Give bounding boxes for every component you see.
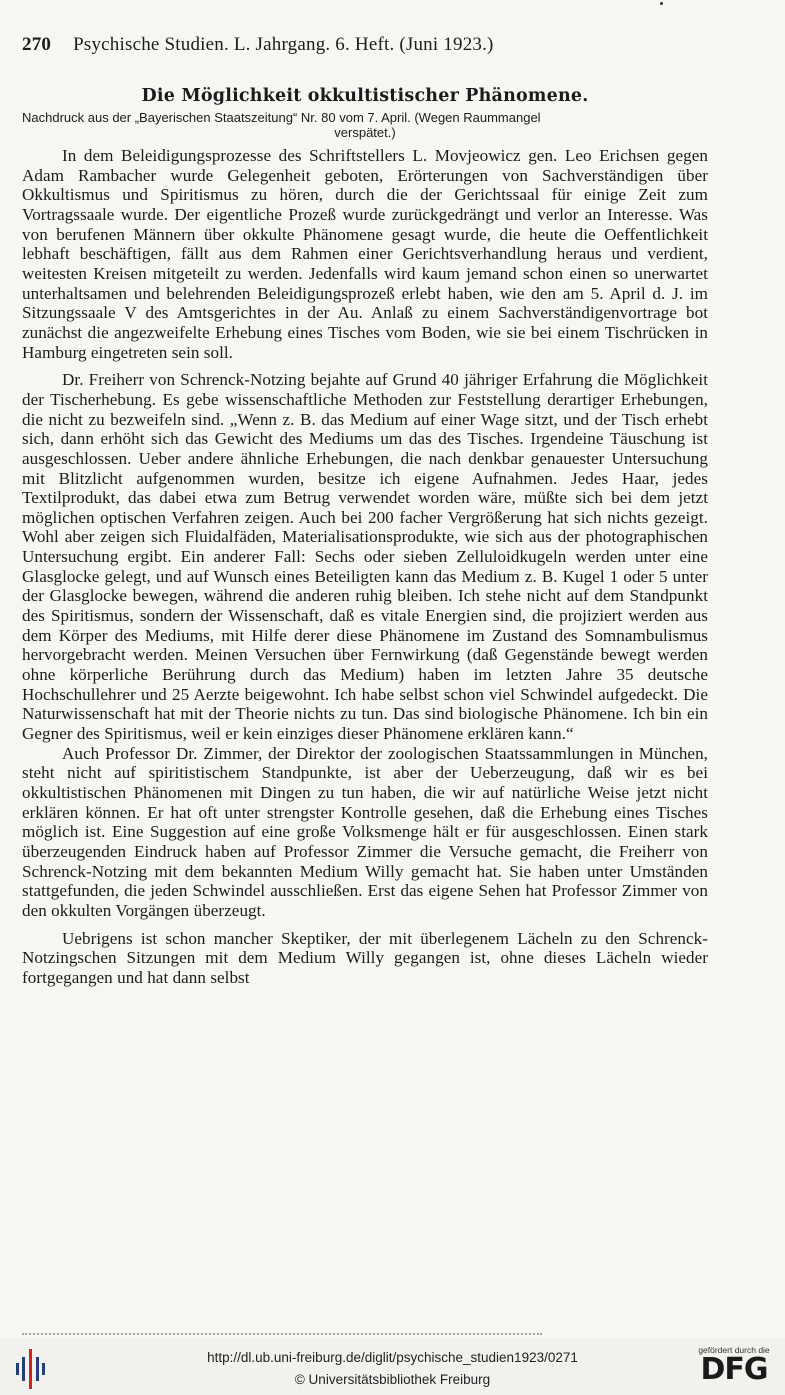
- subtitle-line-2: verspätet.): [334, 125, 396, 140]
- dfg-logo-icon: DFG: [700, 1352, 768, 1387]
- article-subtitle: [22, 110, 708, 140]
- dfg-funding-logo: [690, 1346, 778, 1385]
- running-title: Psychische Studien. L. Jahrgang. 6. Heft. (Juni 1923.): [73, 34, 494, 55]
- page-number: 270: [22, 34, 52, 55]
- scan-speck: [660, 2, 663, 5]
- paragraph-1: In dem Beleidigungsprozesse des Schriftstellers L. Movjeowicz gen. Leo Erichsen gegen Adam Rambacher wurde Gelegenheit geboten, Erörterungen von Sachverständigen über Okkultismus und Spiritismus zu hören, durch die der Gerichtssaal für einige Zeit zum Vortragssaale wurde. Der eigentliche Prozeß wurde zurückgedrängt und verlor an Interesse. Was von berufenen Männern über okkulte Phänomene gesagt wurde, die heute die Oeffentlichkeit lebhaft beschäftigen, fällt aus dem Rahmen einer Gerichtsverhandlung heraus und verdient, weitesten Kreisen mitgeteilt zu werden. Jedenfalls wird kaum jemand schon einen so unerwartet unterhaltsamen und belehrenden Beleidigungsprozeß erlebt haben, wie den am 5. April d. J. im Sitzungssaale V des Amtsgerichtes in der Au. Anlaß zu einem Sachverständigenvortrage bot zunächst die angezweifelte Erhebung eines Tisches vom Boden, wie sie bei einem Tischrücken in Hamburg eingetreten sein soll.: [22, 146, 708, 362]
- paragraph-2: Dr. Freiherr von Schrenck-Notzing bejahte auf Grund 40 jähriger Erfahrung die Möglichkeit der Tischerhebung. Es gebe wissenschaftliche Methoden zur Feststellung derartiger Erhebungen, die nicht zu bezweifeln sind. „Wenn z. B. das Medium auf einer Wage sitzt, und der Tisch erhebt sich, dann erhöht sich das Gewicht des Mediums um das des Tisches. Irgendeine Täuschung ist ausgeschlossen. Ueber andere ähnliche Erhebungen, die nach denkbar genauester Untersuchung mit Blitzlicht aufgenommen wurden, besitze ich eigene Aufnahmen. Jedes Haar, jedes Textilprodukt, das dabei etwa zum Betrug verwendet worden wäre, müßte sich bei dem jetzt möglichen optischen Verfahren zeigen. Auch bei 200 facher Vergrößerung hat sich nichts gezeigt. Wohl aber zeigen sich Fluidalfäden, Materialisationsprodukte, wie sich aus der photographischen Untersuchung ergibt. Ein anderer Fall: Sechs oder sieben Zelluloidkugeln werden unter eine Glasglocke gelegt, und auf Wunsch eines Beteiligten kann das Medium z. B. Kugel 1 oder 5 unter der Glasglocke bewegen, während die anderen ruhig bleiben. Ich stehe nicht auf dem Standpunkt des Spiritismus, sondern der Wissenschaft, daß es vitale Energien sind, die projiziert werden aus dem Körper des Mediums, mit Hilfe derer diese Phänomene im Zustand des Somnambulismus hervorgebracht werden. Meinen Versuchen über Fernwirkung (daß Gegenstände bewegt werden ohne körperliche Berührung durch das Medium) haben im letzten Jahre 35 deutsche Hochschullehrer und 25 Aerzte beigewohnt. Ich habe selbst schon viel Schwindel aufgedeckt. Die Naturwissenschaft hat mit der Theorie nichts zu tun. Das sind biologische Phänomene. Ich bin ein Gegner des Spiritismus, weil er kein einziges dieser Phänomene erklären kann.“: [22, 370, 708, 744]
- dfg-caption: gefördert durch die: [698, 1345, 770, 1355]
- subtitle-line-1: Nachdruck aus der „Bayerischen Staatszeitung“ Nr. 80 vom 7. April. (Wegen Raummangel: [22, 110, 541, 125]
- source-url-link[interactable]: http://dl.ub.uni-freiburg.de/diglit/psychische_studien1923/0271: [207, 1350, 578, 1365]
- paragraph-3: Auch Professor Dr. Zimmer, der Direktor der zoologischen Staatssammlungen in München, steht nicht auf spiritistischem Standpunkte, ist aber der Ueberzeugung, daß wir es bei okkultistischen Phänomenen mit Dingen zu tun haben, die wir auf natürliche Weise jetzt nicht erklären können. Er hat oft unter strengster Kontrolle gesehen, daß die Erhebung eines Tisches möglich ist. Eine Suggestion auf eine große Volksmenge hält er für ausgeschlossen. Einen stark überzeugenden Eindruck haben auf Professor Zimmer die Versuche gemacht, die Freiherr von Schrenck-Notzing mit dem bekannten Medium Willy gemacht hat. Sie haben unter Umständen stattgefunden, die jeden Schwindel ausschließen. Erst das eigene Sehen hat Professor Zimmer von den okkulten Vorgängen überzeugt.: [22, 743, 708, 920]
- paragraph-4: Uebrigens ist schon mancher Skeptiker, der mit überlegenem Lächeln zu den Schrenck-Notzingschen Sitzungen mit dem Medium Willy gegangen ist, ohne dieses Lächeln wieder fortgegangen und hat dann selbst: [22, 928, 708, 987]
- running-head: [22, 34, 738, 56]
- copyright-notice: © Universitätsbibliothek Freiburg: [294, 1372, 491, 1387]
- article-body: [22, 146, 708, 988]
- article-title: Die Möglichkeit okkultistischer Phänomene.: [141, 86, 589, 106]
